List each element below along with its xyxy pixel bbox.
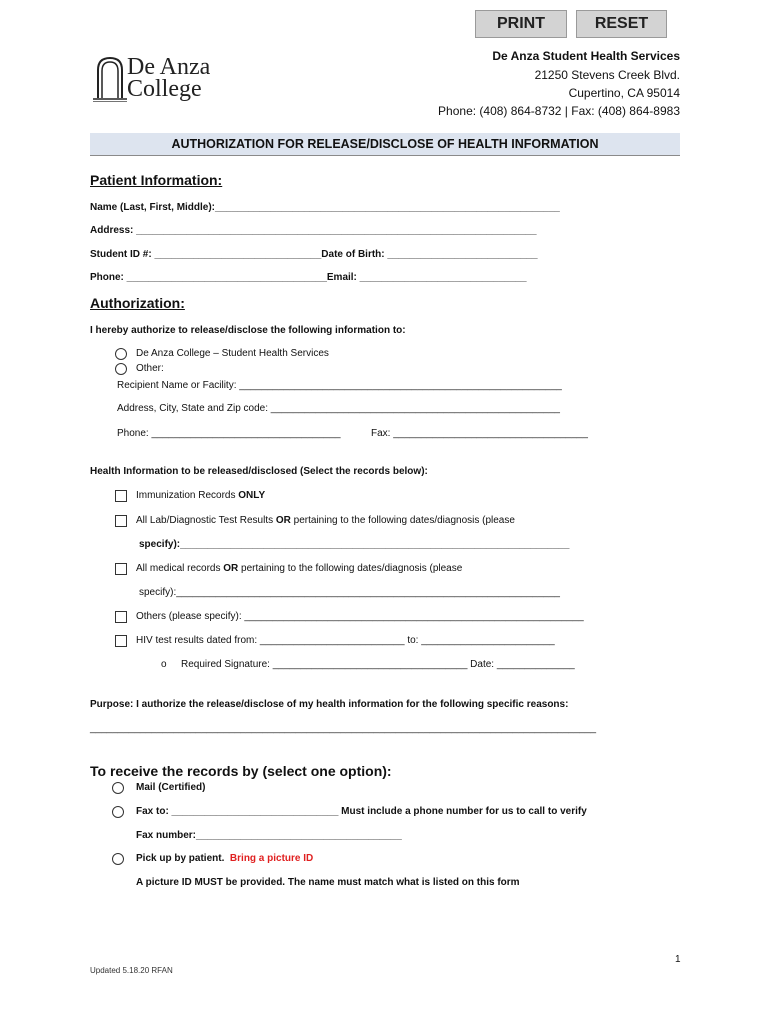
med-text-c: pertaining to the following dates/diagnosis (please xyxy=(238,563,463,574)
lab-text-c: pertaining to the following dates/diagnosis (please xyxy=(290,515,515,526)
logo-text-line1: De Anza xyxy=(127,54,211,80)
hiv-field[interactable]: HIV test results dated from: __________________________ to: ________________________ xyxy=(136,635,555,646)
lab-text-a: All Lab/Diagnostic Test Results xyxy=(136,515,276,526)
recipient-fax-field[interactable]: Fax: ___________________________________ xyxy=(371,428,588,439)
immunization-label xyxy=(136,490,265,501)
checkbox-hiv[interactable] xyxy=(115,635,127,647)
pickup-text: Pick up by patient. xyxy=(136,853,225,864)
fax-number-field[interactable]: Fax number:_____________________________________ xyxy=(136,830,402,841)
purpose-field[interactable]: ___________________________________________________________________________________________ xyxy=(90,723,597,734)
lab-specify-field[interactable]: specify):______________________________________________________________________ xyxy=(139,539,570,550)
radio-dac-shs[interactable] xyxy=(115,348,127,360)
college-logo xyxy=(93,54,223,104)
radio-other[interactable] xyxy=(115,363,127,375)
form-title: AUTHORIZATION FOR RELEASE/DISCLOSE OF HEALTH INFORMATION xyxy=(90,133,680,156)
checkbox-medical-records[interactable] xyxy=(115,563,127,575)
immunization-only: ONLY xyxy=(238,490,266,501)
receive-heading: To receive the records by (select one option): xyxy=(90,763,392,779)
lab-text-or: OR xyxy=(275,515,291,526)
recipient-phone-field[interactable]: Phone: __________________________________ xyxy=(117,428,341,439)
others-field[interactable]: Others (please specify): _____________________________________________________________ xyxy=(136,611,584,622)
mail-label: Mail (Certified) xyxy=(136,782,206,793)
print-button[interactable]: PRINT xyxy=(475,10,567,38)
arch-icon xyxy=(93,54,127,102)
checkbox-immunization[interactable] xyxy=(115,490,127,502)
option-other-label: Other: xyxy=(136,363,164,374)
address-field[interactable]: Address: ________________________________________________________________________ xyxy=(90,225,537,236)
lab-results-label xyxy=(136,515,515,526)
page-number: 1 xyxy=(675,954,681,965)
pickup-id-note: Bring a picture ID xyxy=(229,853,314,864)
checkbox-others[interactable] xyxy=(115,611,127,623)
phone-email-field[interactable]: Phone: ____________________________________Email: ______________________________ xyxy=(90,272,527,283)
student-id-dob-field[interactable]: Student ID #: ______________________________Date of Birth: ___________________________ xyxy=(90,249,538,260)
authorization-heading: Authorization: xyxy=(90,295,185,311)
patient-info-heading: Patient Information: xyxy=(90,172,223,188)
pickup-label xyxy=(136,853,313,864)
org-street: 21250 Stevens Creek Blvd. xyxy=(534,68,680,82)
updated-note: Updated 5.18.20 RFAN xyxy=(90,966,173,975)
med-text-or: OR xyxy=(223,563,239,574)
med-specify-field[interactable]: specify):_____________________________________________________________________ xyxy=(139,587,560,598)
reset-button[interactable]: RESET xyxy=(576,10,667,38)
purpose-text: Purpose: I authorize the release/disclose of my health information for the following specific reasons: xyxy=(90,699,569,710)
radio-fax[interactable] xyxy=(112,806,124,818)
name-field[interactable]: Name (Last, First, Middle):______________________________________________________________ xyxy=(90,202,560,213)
med-text-a: All medical records xyxy=(136,563,224,574)
logo-text-line2: College xyxy=(127,76,202,102)
radio-mail[interactable] xyxy=(112,782,124,794)
immunization-text: Immunization Records xyxy=(136,490,239,501)
picture-id-note: A picture ID MUST be provided. The name must match what is listed on this form xyxy=(136,877,520,888)
fax-to-field[interactable]: Fax to: ______________________________ Must include a phone number for us to call to verify xyxy=(136,806,587,817)
health-info-heading: Health Information to be released/disclosed (Select the records below): xyxy=(90,466,428,477)
org-name: De Anza Student Health Services xyxy=(492,49,680,63)
recipient-field[interactable]: Recipient Name or Facility: __________________________________________________________ xyxy=(117,380,562,391)
option-dac-shs-label: De Anza College – Student Health Services xyxy=(136,348,329,359)
org-city: Cupertino, CA 95014 xyxy=(568,86,680,100)
recipient-address-field[interactable]: Address, City, State and Zip code: ____________________________________________________ xyxy=(117,403,560,414)
radio-pickup[interactable] xyxy=(112,853,124,865)
medical-records-label xyxy=(136,563,462,574)
org-contact: Phone: (408) 864-8732 | Fax: (408) 864-8983 xyxy=(438,104,680,118)
sig-bullet: o xyxy=(161,659,167,670)
authorization-intro: I hereby authorize to release/disclose the following information to: xyxy=(90,325,406,336)
required-signature-field[interactable]: Required Signature: ___________________________________ Date: ______________ xyxy=(181,659,575,670)
checkbox-lab-results[interactable] xyxy=(115,515,127,527)
